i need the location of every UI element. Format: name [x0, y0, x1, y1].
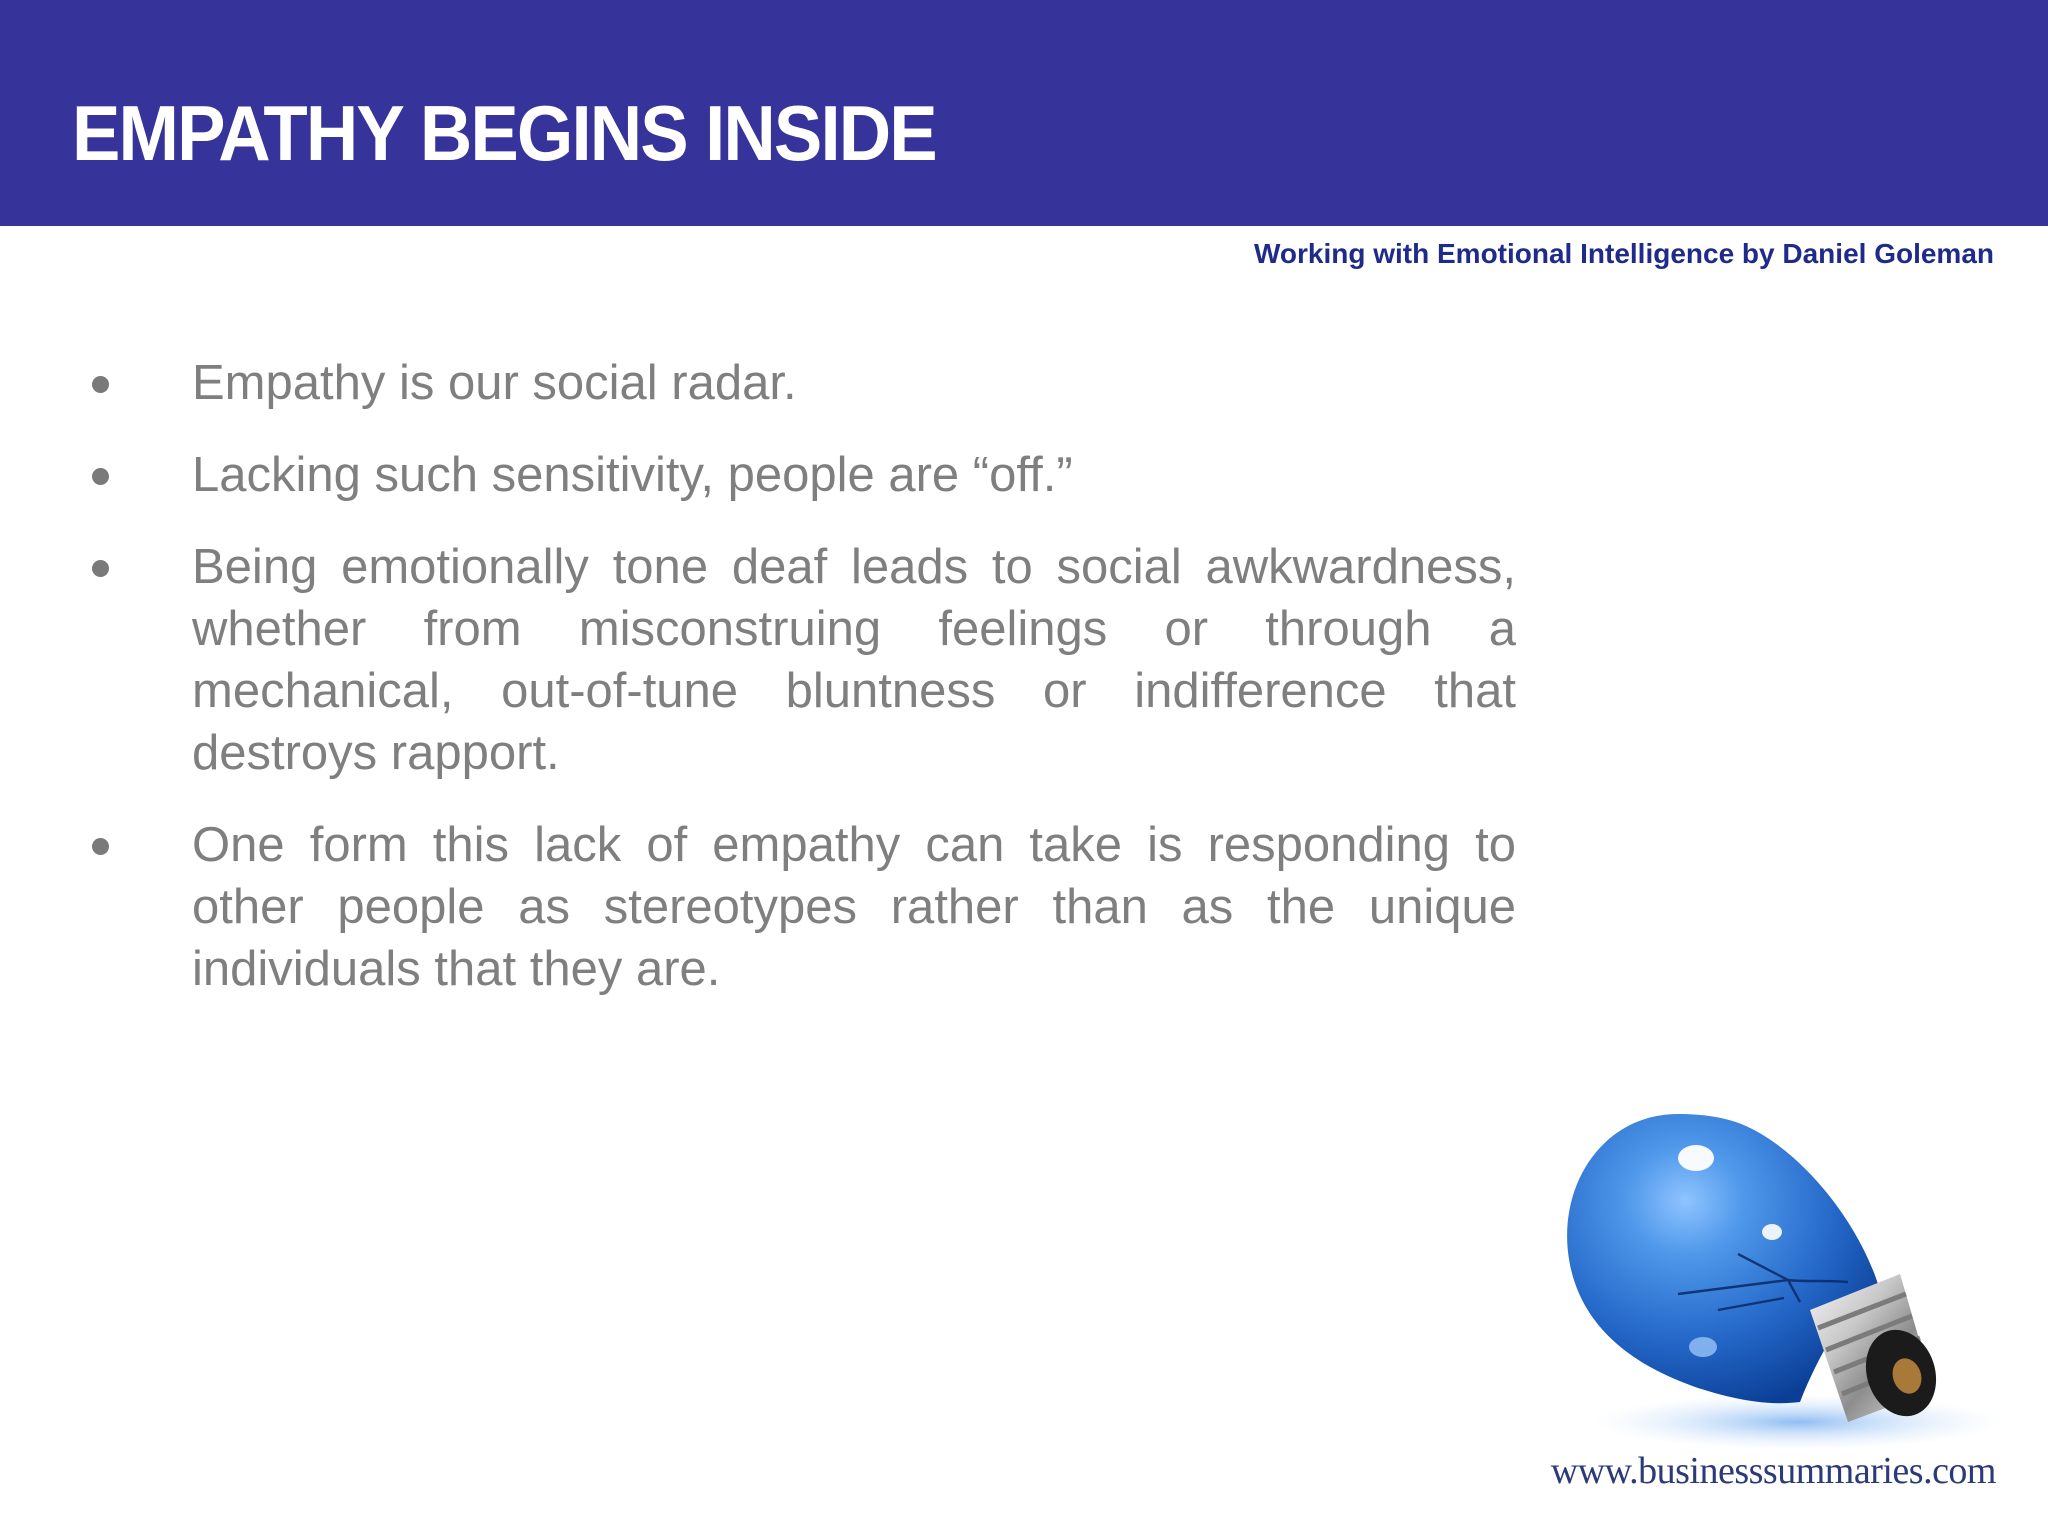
light-bulb-icon — [1548, 1102, 2008, 1462]
list-item-text: Empathy is our social radar. — [192, 356, 797, 410]
bullet-dot-icon — [92, 376, 109, 393]
list-item — [90, 444, 1516, 506]
book-credit: Working with Emotional Intelligence by Daniel Goleman — [1253, 238, 1994, 269]
list-item — [90, 814, 1516, 1000]
bullet-dot-icon — [92, 468, 109, 485]
list-item — [90, 536, 1516, 784]
page-title: EMPATHY BEGINS INSIDE — [72, 89, 936, 177]
bulb-shadow — [1593, 1394, 2003, 1450]
bulb-highlight-small — [1762, 1224, 1782, 1240]
bullet-dot-icon — [92, 560, 109, 577]
bulb-glow — [1689, 1337, 1717, 1357]
bullet-list — [90, 352, 1516, 1030]
bulb-highlight — [1678, 1145, 1714, 1171]
list-item-text: Lacking such sensitivity, people are “off.” — [192, 448, 1073, 502]
list-item-text: One form this lack of empathy can take is responding to other people as stereotypes rather than as the unique individuals that they are. — [192, 818, 1516, 996]
list-item — [90, 352, 1516, 414]
bullet-dot-icon — [92, 838, 109, 855]
website-url[interactable]: www.businesssummaries.com — [1550, 1450, 1996, 1492]
list-item-text: Being emotionally tone deaf leads to social awkwardness, whether from misconstruing feelings or through a mechanical, out-of-tune bluntness or indifference that destroys rapport. — [192, 540, 1516, 780]
